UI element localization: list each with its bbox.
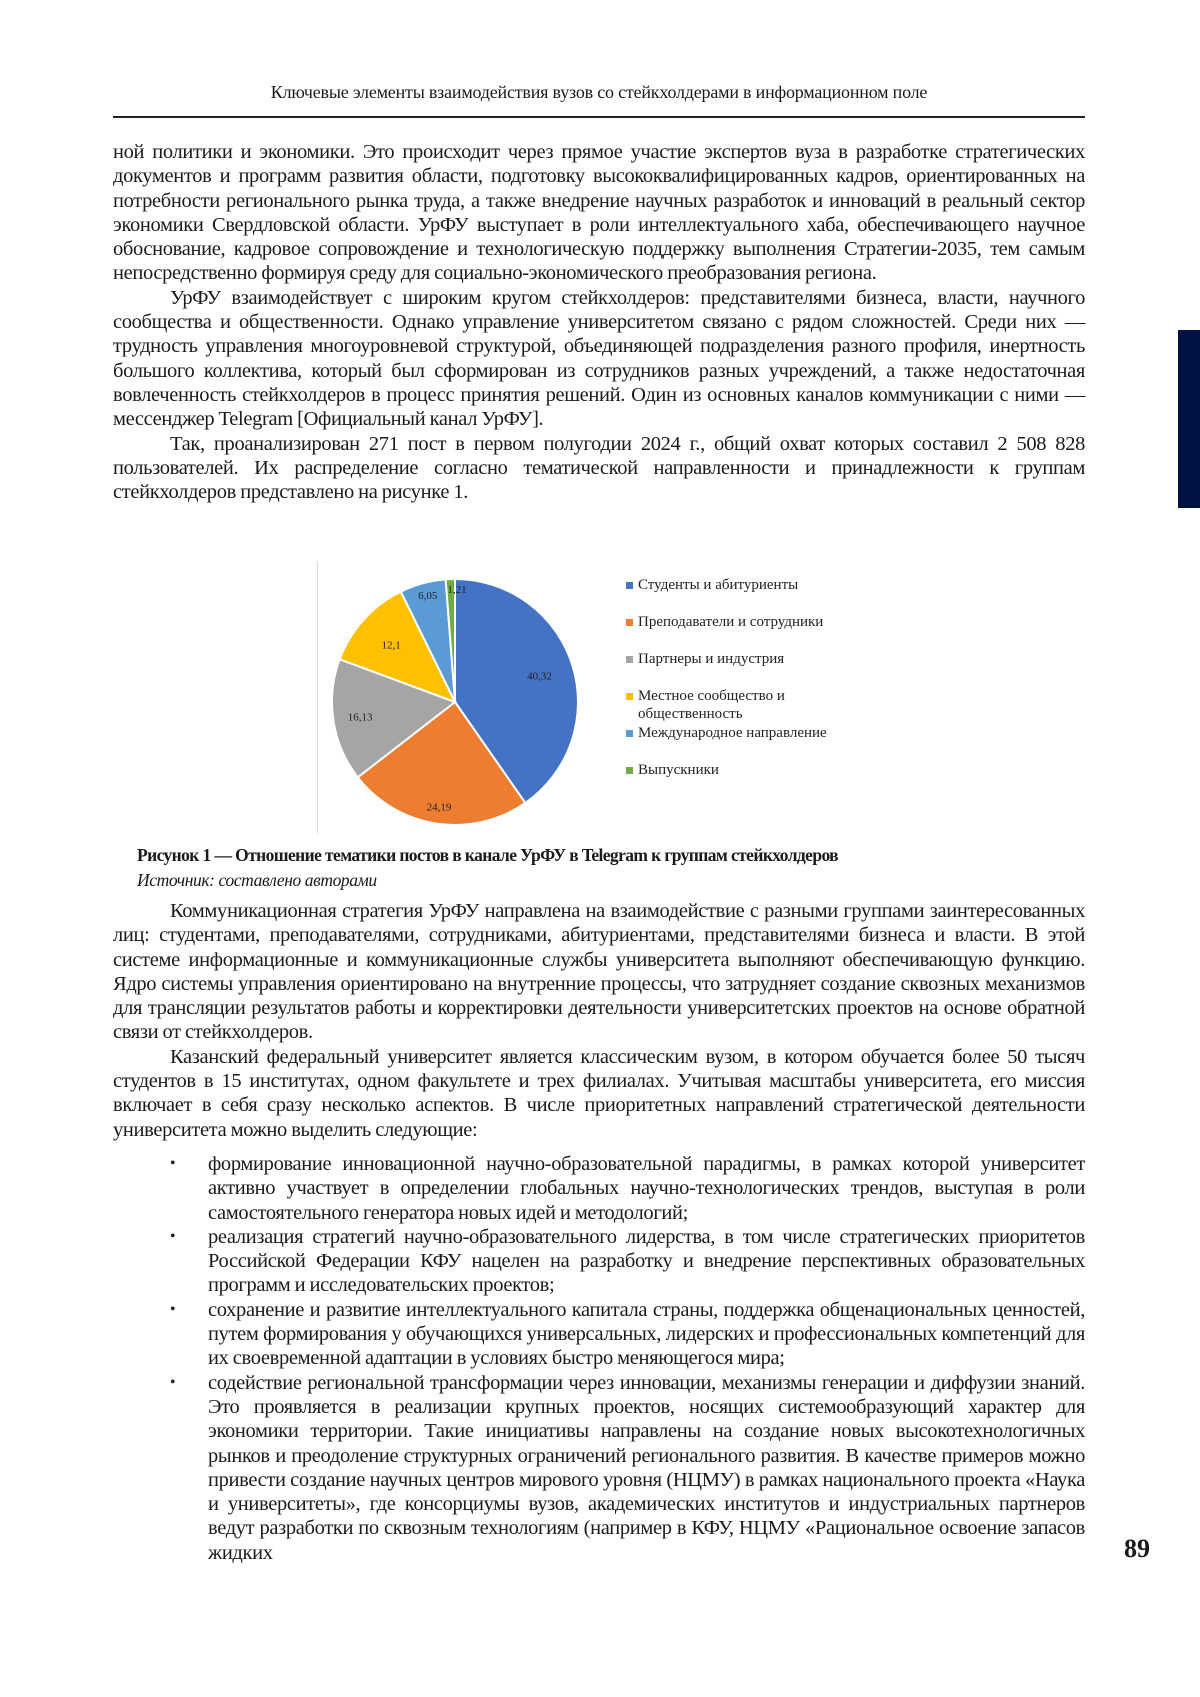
header-rule (113, 116, 1085, 118)
legend-swatch-icon (626, 693, 633, 700)
figure-source: Источник: составлено авторами (137, 870, 377, 890)
list-item-text: реализация стратегий научно-образовательного лидерства, в том числе стратегических приоритетов Российской Федерации КФУ нацелен на разработку и внедрение перспективных образовательных программ и исследовательских проектов; (208, 1225, 1085, 1297)
list-item (113, 1225, 1085, 1298)
legend-label: Международное направление (638, 725, 827, 741)
legend-swatch-icon (626, 619, 633, 626)
legend-item (626, 724, 827, 742)
bullet-icon: • (170, 1300, 176, 1318)
section-side-tab (1178, 330, 1200, 508)
legend-swatch-icon (626, 730, 633, 737)
paragraph: УрФУ взаимодействует с широким кругом стейкхолдеров: представителями бизнеса, власти, научного сообщества и общественности. Однако управление университетом связано с рядом сложностей. Среди них — трудность управления многоуровневой структурой, объединяющей подразделения разного профиля, инертность большого коллектива, который был сформирован из сотрудников разных учреждений, а также недостаточная вовлеченность стейкхолдеров в процесс принятия решений. Один из основных каналов коммуникации с ними — мессенджер Telegram [Официальный канал УрФУ]. (113, 286, 1085, 431)
body-text-top (113, 140, 1085, 504)
list-item (113, 1152, 1085, 1225)
pie-data-label: 16,13 (347, 711, 373, 724)
legend-item (626, 650, 784, 668)
paragraph: Казанский федеральный университет является классическим вузом, в котором обучается более 50 тысяч студентов в 15 институтах, одном факультете и трех филиалах. Учитывая масштабы университета, его миссия включает в себя сразу несколько аспектов. В числе приоритетных направлений стратегической деятельности университета можно выделить следующие: (113, 1045, 1085, 1141)
legend-label: Преподаватели и сотрудники (638, 614, 824, 630)
bullet-list (113, 1152, 1085, 1565)
legend-item (626, 761, 719, 779)
paragraph: Так, проанализирован 271 пост в первом полугодии 2024 г., общий охват которых составил 2 508 828 пользователей. Их распределение согласно тематической направленности и принадлежности к группам стейкхолдеров представлено на рисунке 1. (113, 432, 1085, 504)
legend-item (626, 576, 798, 594)
legend-swatch-icon (626, 767, 633, 774)
bullet-icon: • (170, 1373, 176, 1391)
list-item (113, 1371, 1085, 1565)
figure-1 (316, 562, 956, 837)
pie-data-label: 24,19 (426, 801, 452, 814)
bullet-icon: • (170, 1227, 176, 1245)
legend-swatch-icon (626, 656, 633, 663)
paragraph: ной политики и экономики. Это происходит через прямое участие экспертов вуза в разработке стратегических документов и программ развития области, подготовку высококвалифицированных кадров, ориентированных на потребности регионального рынка труда, а также внедрение научных разработок и инноваций в реальный сектор экономики Свердловской области. УрФУ выступает в роли интеллектуального хаба, обеспечивающего научное обоснование, кадровое сопровождение и технологическую поддержку выполнения Стратегии-2035, тем самым непосредственно формируя среду для социально-экономического преобразования региона. (113, 141, 1085, 285)
pie-chart (316, 562, 616, 837)
running-head: Ключевые элементы взаимодействия вузов со стейкхолдерами в информационном поле (270, 82, 928, 102)
pie-data-label: 40,32 (527, 670, 552, 683)
pie-data-label: 1,21 (447, 584, 467, 596)
list-item-text: формирование инновационной научно-образовательной парадигмы, в рамках которой университет активно участвует в определении глобальных научно-технологических трендов, выступая в роли самостоятельного генератора новых идей и методологий; (208, 1153, 1085, 1224)
pie-data-label: 6,05 (418, 590, 438, 602)
figure-caption: Рисунок 1 — Отношение тематики постов в канале УрФУ в Telegram к группам стейкхолдеров (137, 845, 839, 865)
legend-label: Местное сообщество и общественность (638, 688, 785, 722)
list-item (113, 1298, 1085, 1371)
legend-item (626, 687, 785, 723)
body-text-bottom (113, 899, 1085, 1142)
bullet-icon: • (170, 1155, 176, 1172)
list-item-text: содействие региональной трансформации через инновации, механизмы генерации и диффузии знаний. Это проявляется в реализации крупных проектов, носящих системообразующий характер для экономики территории. Такие инициативы направлены на создание новых высокотехнологичных рынков и преодоление структурных ограничений регионального развития. В качестве примеров можно привести создание научных центров мирового уровня (НЦМУ) в рамках национального проекта «Наука и университеты», где консорциумы вузов, академических институтов и индустриальных партнеров ведут разработки по сквозным технологиям (например в КФУ, НЦМУ «Рациональное освоение запасов жидких (208, 1371, 1085, 1564)
legend-label: Выпускники (638, 762, 719, 778)
legend-swatch-icon (626, 582, 633, 589)
list-item-text: сохранение и развитие интеллектуального капитала страны, поддержка общенациональных ценностей, путем формирования у обучающихся универсальных, лидерских и профессиональных компетенций для их своевременной адаптации в условиях быстро меняющегося мира; (208, 1298, 1085, 1370)
paragraph: Коммуникационная стратегия УрФУ направлена на взаимодействие с разными группами заинтересованных лиц: студентами, преподавателями, сотрудниками, абитуриентами, представителями бизнеса и власти. В этой системе информационные и коммуникационные службы университета выполняют обеспечивающую функцию. Ядро системы управления ориентировано на внутренние процессы, что затрудняет создание сквозных механизмов для трансляции результатов работы и корректировки деятельности университетских проектов на основе обратной связи от стейкхолдеров. (113, 900, 1085, 1044)
pie-data-label: 12,1 (381, 639, 401, 652)
legend-label: Партнеры и индустрия (638, 651, 785, 667)
page-number: 89 (1124, 1534, 1150, 1563)
legend-label: Студенты и абитуриенты (638, 577, 799, 593)
legend-item (626, 613, 823, 631)
